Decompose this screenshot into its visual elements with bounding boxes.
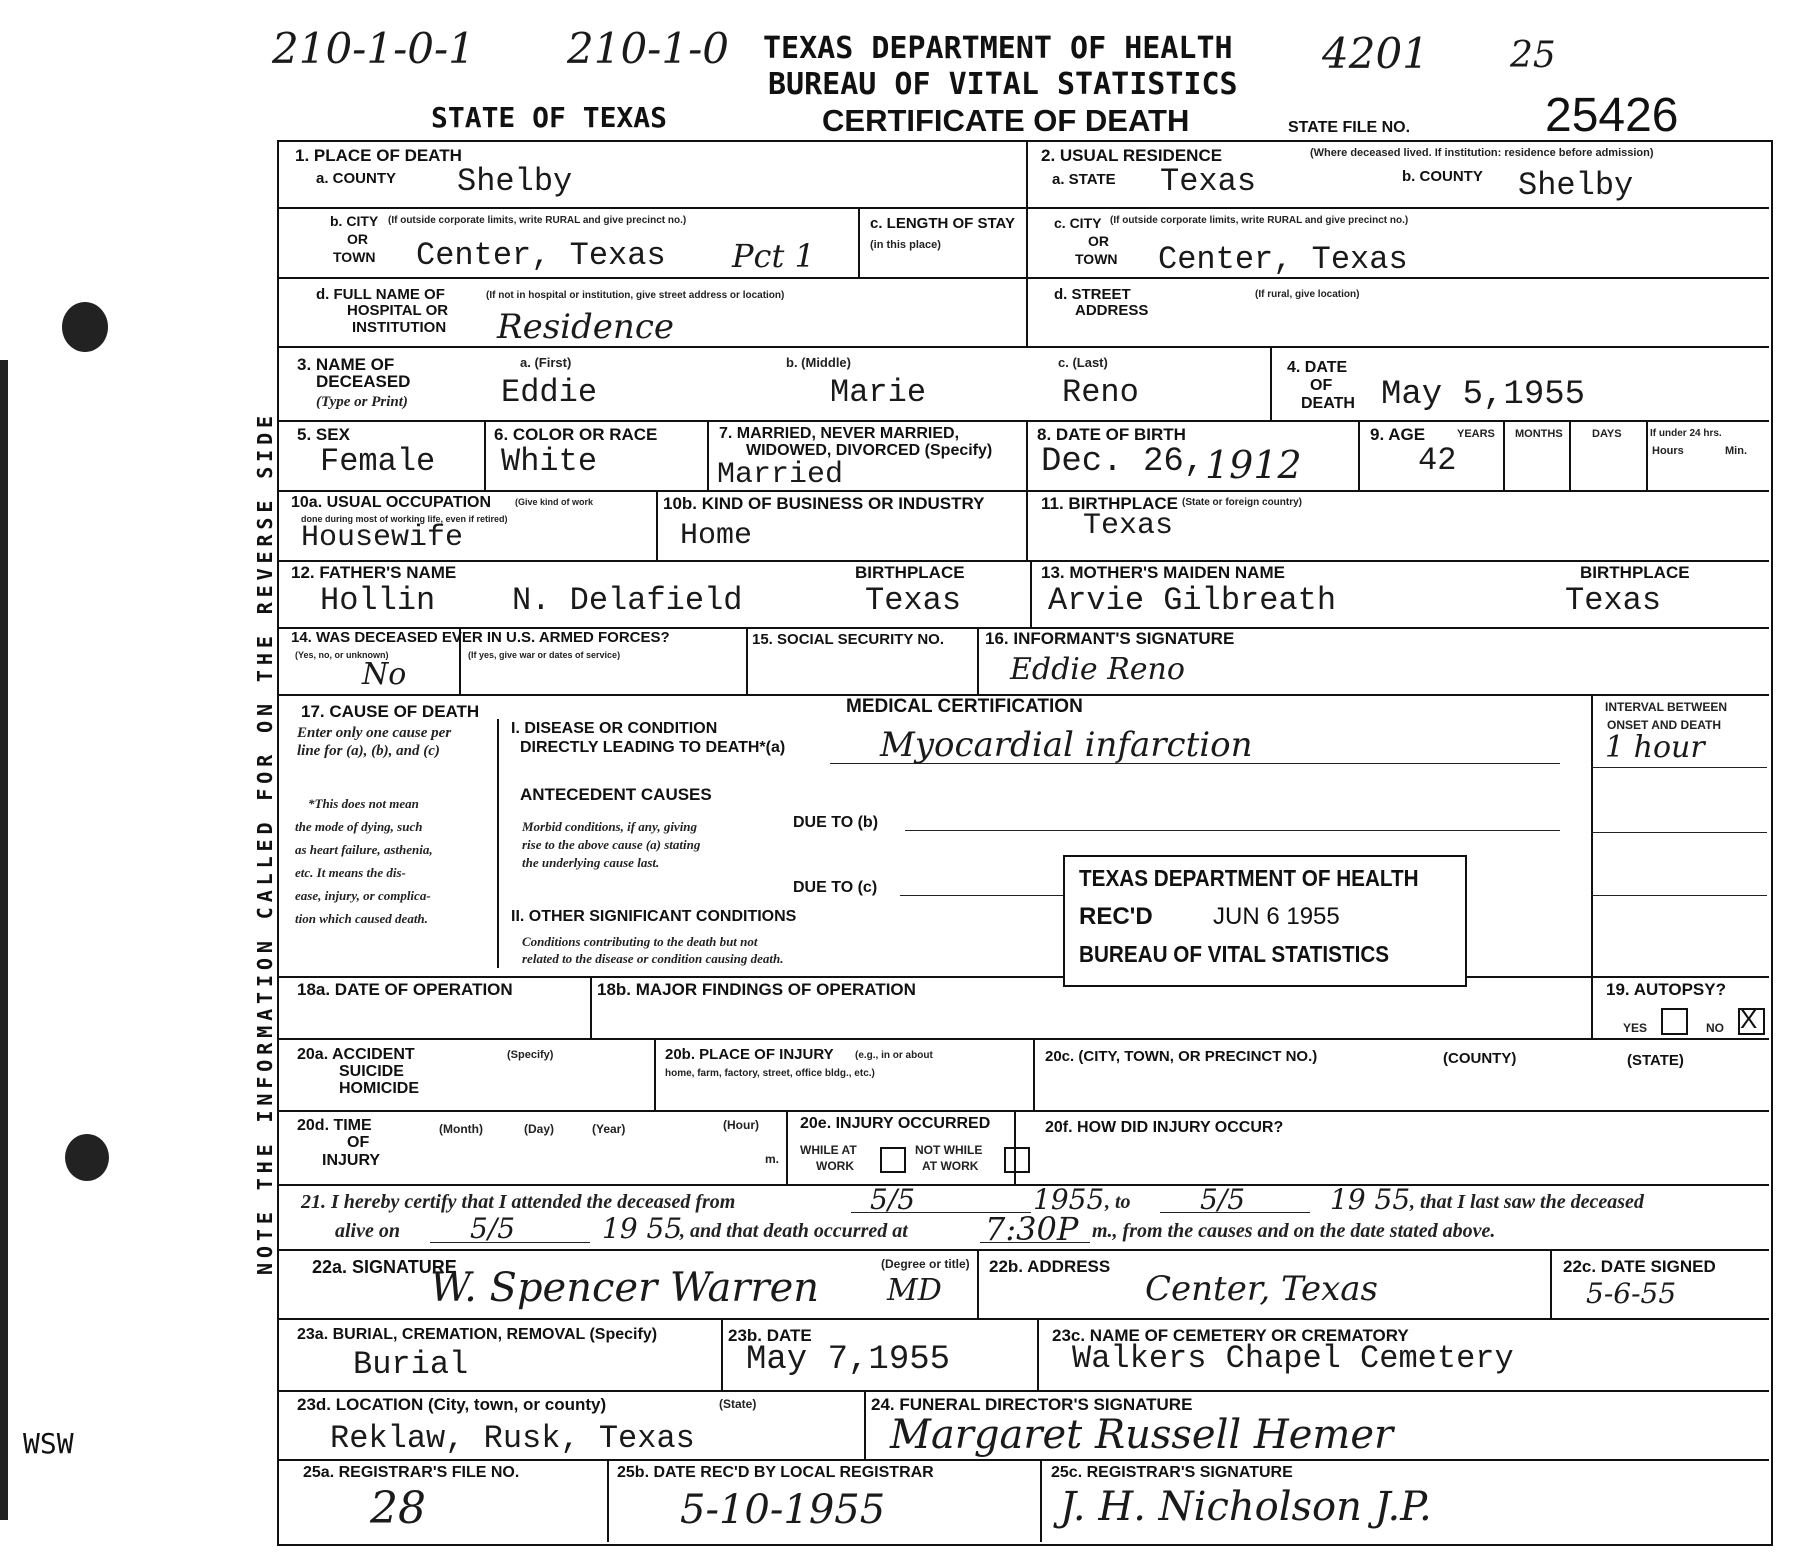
stamp-recd-date: JUN 6 1955 (1213, 903, 1340, 930)
father-birthplace-label: BIRTHPLACE (855, 563, 965, 582)
armed-forces-value: No (362, 657, 407, 692)
divider (977, 627, 979, 694)
due-to-c-label: DUE TO (c) (793, 879, 878, 896)
death-county-value: Shelby (457, 163, 573, 200)
other-conditions-hint: Conditions contributing to the death but not (522, 934, 758, 949)
street-hint: (If rural, give location) (1255, 289, 1360, 300)
divider (590, 976, 592, 1038)
dob-label: 8. DATE OF BIRTH (1037, 425, 1186, 444)
usual-residence-label: 2. USUAL RESIDENCE (1041, 146, 1223, 165)
residence-county-label: b. COUNTY (1402, 168, 1483, 185)
accident-label: 20a. ACCIDENT (297, 1046, 415, 1063)
margin-code-3: 4201 (1322, 29, 1429, 78)
death-city-label-or: OR (347, 231, 368, 247)
death-city-value: Center, Texas (416, 237, 666, 274)
first-name-value: Eddie (501, 374, 598, 411)
other-conditions-label: II. OTHER SIGNIFICANT CONDITIONS (511, 908, 797, 925)
certify-from-year: 1955 (1033, 1183, 1105, 1216)
birthplace-hint: (State or foreign country) (1182, 497, 1303, 508)
certify-alive-year: 19 55 (602, 1212, 683, 1245)
mother-value: Arvie Gilbreath (1048, 582, 1337, 619)
burial-label: 23a. BURIAL, CREMATION, REMOVAL (Specify) (297, 1326, 658, 1343)
divider (977, 1249, 979, 1318)
divider (1503, 420, 1505, 490)
occupation-value: Housewife (301, 521, 464, 555)
place-of-injury-hint-2: home, farm, factory, street, office bldg., etc.) (665, 1068, 875, 1079)
divider (1646, 420, 1648, 490)
divider (277, 420, 1769, 422)
divider (746, 627, 748, 694)
cause-hint-2: line for (a), (b), and (c) (297, 743, 440, 759)
autopsy-yes-label: YES (1623, 1021, 1648, 1035)
hospital-hint: (If not in hospital or institution, give street address or location) (486, 290, 785, 301)
sex-label: 5. SEX (297, 425, 350, 444)
residence-city-value: Center, Texas (1158, 241, 1408, 278)
not-while-at-work-label: NOT WHILE (915, 1143, 983, 1157)
hospital-value: Residence (497, 307, 674, 347)
burial-date-value: May 7,1955 (746, 1341, 951, 1379)
injury-occurred-label: 20e. INJURY OCCURRED (800, 1115, 991, 1132)
autopsy-no-label: NO (1706, 1021, 1724, 1035)
business-label: 10b. KIND OF BUSINESS OR INDUSTRY (663, 494, 985, 513)
margin-code-4: 25 (1510, 35, 1556, 76)
father-label: 12. FATHER'S NAME (291, 563, 457, 582)
interval-value: 1 hour (1605, 730, 1705, 765)
accident-label-2: SUICIDE (339, 1063, 404, 1080)
certify-text-4: alive on (335, 1220, 400, 1242)
autopsy-label: 19. AUTOPSY? (1606, 980, 1726, 999)
registrar-signature-label: 25c. REGISTRAR'S SIGNATURE (1051, 1464, 1293, 1481)
while-at-work-label: WHILE AT (800, 1143, 857, 1157)
physician-address: Center, Texas (1145, 1269, 1379, 1309)
divider (1358, 420, 1360, 490)
mother-birthplace-label: BIRTHPLACE (1580, 563, 1690, 582)
divider (1550, 1249, 1552, 1318)
age-label: 9. AGE (1370, 425, 1426, 444)
dob-year: 1912 (1205, 443, 1302, 487)
hospital-label-3: INSTITUTION (352, 319, 447, 336)
occupation-label: 10a. USUAL OCCUPATION (291, 494, 492, 511)
certify-text-5: , and that death occurred at (680, 1220, 908, 1242)
antecedent-hint-2: rise to the above cause (a) stating (522, 837, 701, 852)
divider (277, 1390, 1769, 1392)
divider (277, 976, 1769, 978)
interval-line (1591, 767, 1767, 768)
while-at-work-label-2: WORK (816, 1159, 854, 1173)
interval-label: INTERVAL BETWEEN (1605, 700, 1728, 714)
residence-city-label: c. CITY (1054, 215, 1102, 231)
ssn-label: 15. SOCIAL SECURITY NO. (752, 631, 944, 648)
autopsy-no-check: X (1740, 1004, 1758, 1034)
name-label-2: DECEASED (316, 372, 411, 391)
wsw-mark: WSW (23, 1427, 74, 1460)
disease-value: Myocardial infarction (880, 725, 1253, 765)
age-under-label: If under 24 hrs. (1650, 428, 1722, 439)
divider (277, 207, 1769, 209)
cemetery-label: 23c. NAME OF CEMETERY OR CREMATORY (1052, 1326, 1409, 1345)
date-of-operation-label: 18a. DATE OF OPERATION (297, 980, 513, 999)
cause-note-6: tion which caused death. (295, 911, 428, 926)
degree-label: (Degree or title) (881, 1257, 970, 1271)
margin-code-1: 210-1-0-1 (272, 24, 475, 73)
armed-forces-hint: (Yes, no, or unknown) (295, 650, 389, 660)
medical-certification-title: MEDICAL CERTIFICATION (846, 696, 1083, 717)
operation-findings-label: 18b. MAJOR FINDINGS OF OPERATION (597, 980, 916, 999)
disease-label-2: DIRECTLY LEADING TO DEATH*(a) (520, 739, 786, 756)
state-file-label: STATE FILE NO. (1288, 119, 1411, 136)
middle-name-value: Marie (830, 374, 927, 411)
divider (277, 277, 1769, 279)
cause-note-2: the mode of dying, such (295, 819, 423, 834)
antecedent-hint-3: the underlying cause last. (522, 855, 660, 870)
divider (1040, 1459, 1042, 1542)
certify-to-value: 5/5 (1200, 1183, 1246, 1216)
divider (277, 1318, 1769, 1320)
injury-city-label: 20c. (CITY, TOWN, OR PRECINCT NO.) (1045, 1048, 1318, 1065)
age-months-label: MONTHS (1515, 428, 1563, 440)
residence-state-label: a. STATE (1052, 171, 1116, 188)
mother-label: 13. MOTHER'S MAIDEN NAME (1041, 563, 1285, 582)
certify-to-year: 19 55 (1330, 1183, 1411, 1216)
registrar-file-value: 28 (370, 1483, 426, 1534)
name-label: 3. NAME OF (297, 355, 395, 374)
usual-residence-hint: (Where deceased lived. If institution: residence before admission) (1310, 147, 1654, 159)
due-to-c-line (900, 895, 1065, 896)
death-city-hint: (If outside corporate limits, write RURAL and give precinct no.) (388, 215, 687, 226)
divider (1569, 420, 1571, 490)
header-bureau: BUREAU OF VITAL STATISTICS (768, 67, 1238, 102)
age-years-label: YEARS (1457, 428, 1495, 440)
cause-note-3: as heart failure, asthenia, (295, 842, 433, 857)
street-label: d. STREET (1054, 286, 1131, 303)
age-min-label: Min. (1725, 445, 1747, 457)
certify-alive-value: 5/5 (470, 1212, 516, 1245)
divider (277, 490, 1769, 492)
divider (1026, 140, 1028, 346)
death-city-label-town: TOWN (333, 249, 376, 265)
funeral-director-label: 24. FUNERAL DIRECTOR'S SIGNATURE (871, 1395, 1193, 1414)
divider (786, 1110, 788, 1184)
registrar-file-label: 25a. REGISTRAR'S FILE NO. (303, 1464, 520, 1481)
cemetery-value: Walkers Chapel Cemetery (1072, 1340, 1514, 1377)
divider (277, 1184, 1769, 1186)
divider (707, 420, 709, 490)
death-county-label: a. COUNTY (316, 170, 397, 187)
certify-text-6: m., from the causes and on the date stated above. (1092, 1220, 1496, 1242)
stamp-line-3: BUREAU OF VITAL STATISTICS (1079, 941, 1390, 967)
certify-text-3: , that I last saw the deceased (1410, 1191, 1644, 1213)
antecedent-hint-1: Morbid conditions, if any, giving (522, 819, 698, 834)
certify-text-2: , to (1105, 1191, 1131, 1213)
divider (721, 1318, 723, 1390)
place-of-injury-hint: (e.g., in or about (855, 1050, 933, 1061)
funeral-director-signature: Margaret Russell Hemer (890, 1412, 1394, 1458)
last-name-label: c. (Last) (1058, 355, 1108, 370)
cause-note-1: *This does not mean (308, 796, 419, 811)
injury-county-label: (COUNTY) (1443, 1050, 1517, 1067)
time-of-injury-label-2: OF (347, 1134, 370, 1151)
burial-value: Burial (353, 1346, 469, 1383)
date-signed-value: 5-6-55 (1586, 1277, 1677, 1310)
informant-label: 16. INFORMANT'S SIGNATURE (985, 629, 1235, 648)
certificate-title: CERTIFICATE OF DEATH (822, 103, 1190, 138)
physician-title: MD (887, 1273, 942, 1308)
divider (277, 1038, 1769, 1040)
name-label-3: (Type or Print) (316, 394, 408, 410)
last-name-value: Reno (1062, 374, 1139, 411)
divider (1026, 490, 1028, 560)
divider (1270, 346, 1272, 420)
residence-city-label-or: OR (1088, 233, 1109, 249)
divider (277, 1110, 1769, 1112)
marital-value: Married (717, 458, 844, 492)
divider (484, 420, 486, 490)
cause-hint: Enter only one cause per (297, 725, 452, 741)
divider (858, 207, 860, 277)
divider (277, 1459, 1769, 1461)
divider (1037, 1318, 1039, 1390)
date-of-death-label-3: DEATH (1301, 395, 1355, 412)
father-value: Hollin N. Delafield (320, 582, 743, 619)
hospital-label-2: HOSPITAL OR (347, 302, 449, 319)
place-of-injury-label: 20b. PLACE OF INJURY (665, 1046, 834, 1063)
divider (864, 1390, 866, 1459)
certify-from-value: 5/5 (870, 1183, 916, 1216)
divider (656, 490, 658, 560)
dob-typed: Dec. 26, (1041, 443, 1205, 481)
armed-forces-hint-2: (If yes, give war or dates of service) (468, 650, 621, 660)
injury-m-label: m. (765, 1152, 780, 1166)
place-of-death-label: 1. PLACE OF DEATH (295, 146, 462, 165)
margin-edge-mark (0, 360, 8, 1520)
not-while-at-work-checkbox[interactable] (1004, 1147, 1030, 1173)
injury-year-label: (Year) (592, 1122, 626, 1136)
autopsy-yes-checkbox[interactable] (1661, 1008, 1688, 1035)
cause-note-5: ease, injury, or complica- (295, 888, 431, 903)
divider (607, 1459, 609, 1542)
sex-value: Female (320, 443, 436, 480)
occupation-hint: (Give kind of work (515, 497, 594, 507)
divider (654, 1038, 656, 1110)
interval-line (1591, 895, 1767, 896)
length-of-stay-hint: (in this place) (870, 239, 941, 251)
mother-birthplace-value: Texas (1565, 582, 1662, 619)
local-registrar-date-label: 25b. DATE REC'D BY LOCAL REGISTRAR (617, 1464, 934, 1481)
marital-label: 7. MARRIED, NEVER MARRIED, (719, 425, 960, 442)
race-label: 6. COLOR OR RACE (494, 425, 658, 444)
death-city-label: b. CITY (330, 213, 379, 229)
location-label: 23d. LOCATION (City, town, or county) (297, 1395, 607, 1414)
certify-text-1: 21. I hereby certify that I attended the deceased from (301, 1191, 736, 1213)
business-value: Home (680, 519, 753, 553)
divider (277, 1249, 1769, 1251)
not-while-at-work-label-2: AT WORK (922, 1159, 979, 1173)
registrar-signature: J. H. Nicholson J.P. (1060, 1484, 1432, 1530)
signature-label: 22a. SIGNATURE (312, 1257, 457, 1277)
due-to-b-line (905, 830, 1560, 831)
location-state-label: (State) (719, 1397, 757, 1411)
birthplace-label: 11. BIRTHPLACE (1041, 494, 1178, 513)
state-file-number: 25426 (1545, 89, 1679, 142)
father-birthplace-value: Texas (865, 582, 962, 619)
race-value: White (501, 443, 598, 480)
interval-line (1591, 832, 1767, 833)
other-conditions-hint-2: related to the disease or condition causing death. (522, 951, 784, 966)
interval-label-2: ONSET AND DEATH (1607, 718, 1721, 732)
occupation-hint-2: done during most of working life, even if retired) (301, 514, 508, 524)
time-of-injury-label: 20d. TIME (297, 1117, 372, 1134)
death-city-precinct: Pct 1 (732, 237, 815, 275)
age-hours-label: Hours (1652, 445, 1684, 457)
hospital-label: d. FULL NAME OF (316, 286, 445, 303)
stamp-line-1: TEXAS DEPARTMENT OF HEALTH (1079, 865, 1419, 891)
injury-state-label: (STATE) (1627, 1052, 1684, 1069)
first-name-label: a. (First) (520, 355, 572, 370)
disease-label: I. DISEASE OR CONDITION (511, 720, 718, 737)
accident-label-3: HOMICIDE (339, 1080, 419, 1097)
birthplace-value: Texas (1083, 509, 1174, 543)
date-signed-label: 22c. DATE SIGNED (1563, 1257, 1716, 1276)
divider (1030, 560, 1032, 627)
local-registrar-date-value: 5-10-1955 (680, 1487, 886, 1533)
stamp-recd-label: REC'D (1079, 903, 1153, 930)
divider (1591, 976, 1593, 1038)
informant-signature: Eddie Reno (1010, 652, 1185, 687)
received-stamp (1063, 855, 1467, 987)
residence-city-label-town: TOWN (1075, 251, 1118, 267)
armed-forces-label: 14. WAS DECEASED EVER IN U.S. ARMED FORCES? (291, 629, 670, 646)
burial-date-label: 23b. DATE (728, 1326, 812, 1345)
residence-county-value: Shelby (1518, 167, 1634, 204)
divider (1591, 694, 1593, 976)
header-dept: TEXAS DEPARTMENT OF HEALTH (763, 31, 1233, 66)
age-days-label: DAYS (1592, 428, 1622, 440)
cause-label: 17. CAUSE OF DEATH (301, 702, 480, 721)
residence-state-value: Texas (1160, 163, 1257, 200)
header-state: STATE OF TEXAS (431, 101, 668, 134)
divider (1026, 420, 1028, 490)
due-to-b-label: DUE TO (b) (793, 814, 879, 831)
injury-month-label: (Month) (439, 1122, 483, 1136)
date-of-death-label-2: OF (1310, 377, 1333, 394)
divider (277, 560, 1769, 562)
how-injury-label: 20f. HOW DID INJURY OCCUR? (1045, 1119, 1284, 1136)
injury-hour-label: (Hour) (723, 1118, 759, 1132)
address-label: 22b. ADDRESS (989, 1257, 1111, 1276)
side-note: NOTE THE INFORMATION CALLED FOR ON THE REVERSE SIDE (253, 411, 277, 1275)
injury-day-label: (Day) (524, 1122, 555, 1136)
age-value: 42 (1418, 442, 1457, 479)
accident-specify: (Specify) (507, 1049, 554, 1061)
cause-note-4: etc. It means the dis- (295, 865, 406, 880)
date-of-death-label: 4. DATE (1287, 359, 1348, 376)
middle-name-label: b. (Middle) (786, 355, 851, 370)
marital-label-2: WIDOWED, DIVORCED (Specify) (746, 442, 993, 459)
date-of-death-value: May 5,1955 (1381, 376, 1586, 414)
punch-hole (65, 1134, 109, 1181)
margin-code-2: 210-1-0 (567, 24, 729, 73)
residence-city-hint: (If outside corporate limits, write RURAL and give precinct no.) (1110, 215, 1409, 226)
antecedent-label: ANTECEDENT CAUSES (520, 785, 712, 804)
time-of-injury-label-3: INJURY (322, 1152, 381, 1169)
while-at-work-checkbox[interactable] (880, 1147, 906, 1173)
divider (497, 719, 499, 968)
certify-time-value: 7:30P (985, 1210, 1079, 1248)
location-value: Reklaw, Rusk, Texas (330, 1420, 695, 1457)
length-of-stay-label: c. LENGTH OF STAY (870, 215, 1016, 232)
punch-hole (62, 302, 108, 352)
divider (1033, 1038, 1035, 1110)
physician-signature: W. Spencer Warren (430, 1265, 820, 1311)
street-label-2: ADDRESS (1075, 302, 1149, 319)
